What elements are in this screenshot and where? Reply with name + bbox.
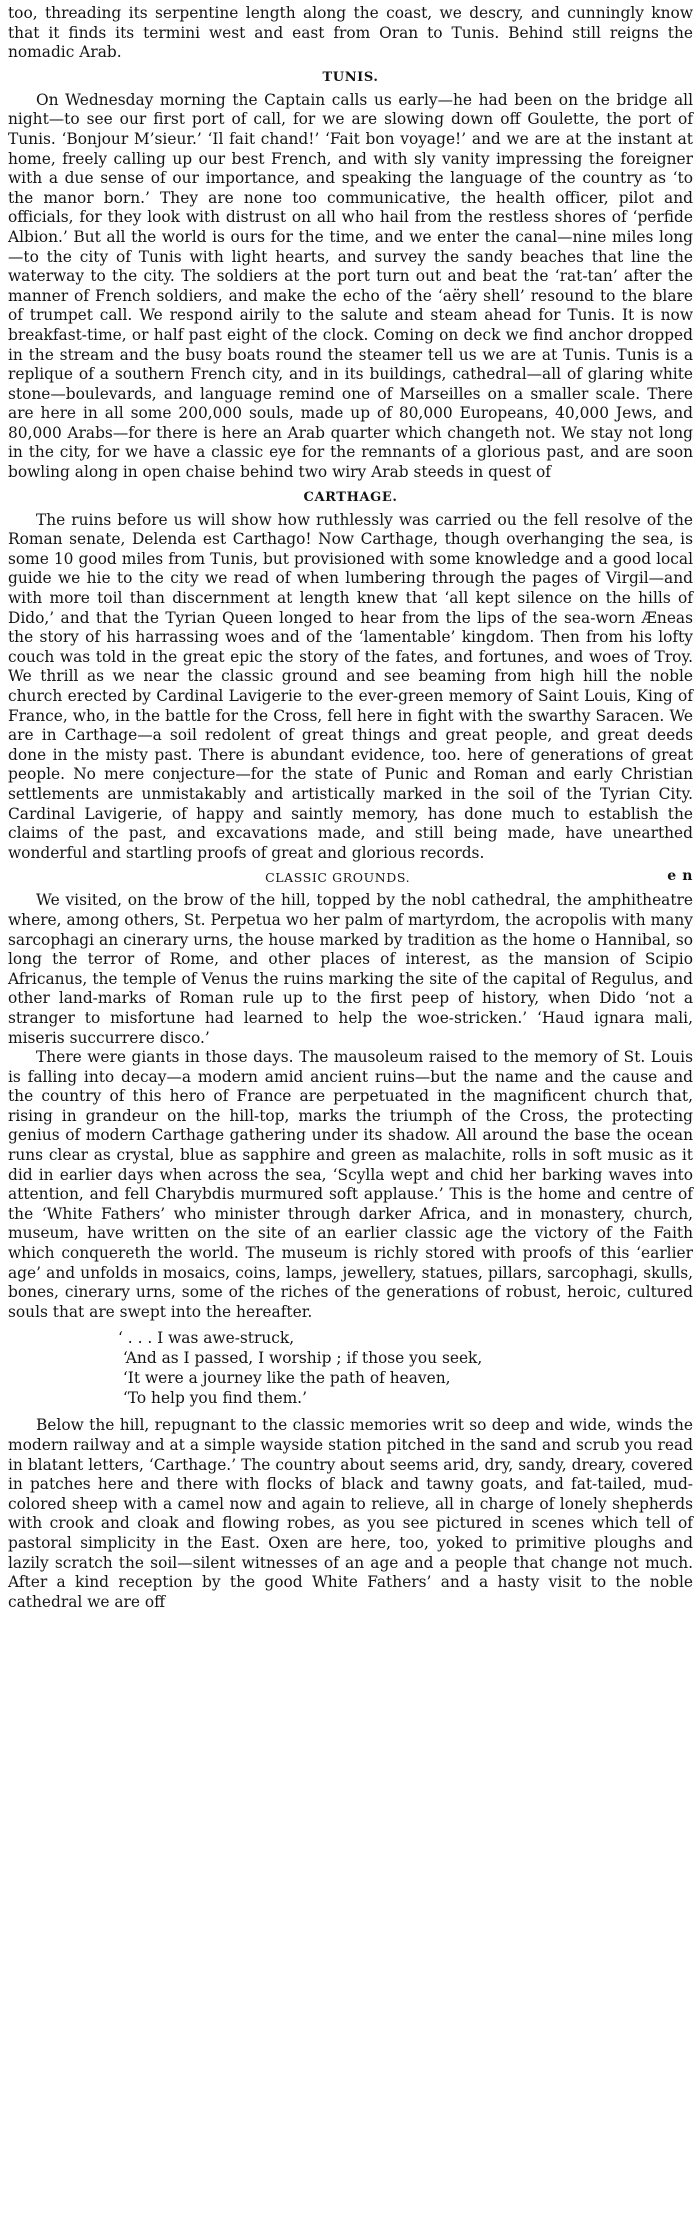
verse-line: ‘And as I passed, I worship ; if those you seek,	[118, 1349, 483, 1368]
section-heading-carthage: CARTHAGE.	[303, 489, 398, 505]
verse-line: ‘It were a journey like the path of heaven,	[118, 1369, 451, 1388]
classic-grounds-paragraph-1: We visited, on the brow of the hill, topped by the nobl cathedral, the amphitheatre where, among others, St. Perpetua wo her palm of martyrdom, the acropolis with many sarcophagi an cinerary urns, the house marked by tradition as the home o Hannibal, so long the terror of Rome, and other places of interest, as the mansion of Scipio Africanus, the temple of Venus the ruins marking the site of the capital of Regulus, and other land-marks of Roman rule up to the first peep of history, when Dido ‘not a stranger to misfortune had learned to help the woe-stricken.’ ‘Haud ignara mali, miseris succurrere disco.’	[8, 891, 693, 1047]
tunis-paragraph: On Wednesday morning the Captain calls us early—he had been on the bridge all night—to see our first port of call, for we are slowing down off Goulette, the port of Tunis. ‘Bonjour M’sieur.’ ‘Il fait chand!’ ‘Fait bon voyage!’ and we are at the instant at home, freely calling up our best French, and with sly vanity impressing the foreigner with a due sense of our importance, and speaking the language of the country as ‘to the manor born.’ They are none too communicative, the health officer, pilot and officials, for they look with distrust on all who hail from the restless shores of ‘perfide Albion.’ But all the world is ours for the time, and we enter the canal—nine miles long—to the city of Tunis with light hearts, and survey the sandy beaches that line the waterway to the city. The soldiers at the port turn out and beat the ‘rat-tan’ after the manner of French soldiers, and make the echo of the ‘aëry shell’ resound to the blare of trumpet call. We respond airily to the salute and steam ahead for Tunis. It is now breakfast-time, or half past eight of the clock. Coming on deck we find anchor dropped in the stream and the busy boats round the steamer tell us we are at Tunis. Tunis is a replique of a southern French city, and in its buildings, cathedral—all of glaring white stone—boulevards, and language remind one of Marseilles on a smaller scale. There are here in all some 200,000 souls, made up of 80,000 Europeans, 40,000 Jews, and 80,000 Arabs—for there is here an Arab quarter which changeth not. We stay not long in the city, for we have a classic eye for the remnants of a glorious past, and are soon bowling along in open chaise behind two wiry Arab steeds in quest of	[8, 90, 693, 482]
carthage-paragraph: The ruins before us will show how ruthlessly was carried ou the fell resolve of the Roman senate, Delenda est Carthago! Now Carthage, though overhanging the sea, is some 10 good miles from Tunis, but provisioned with some knowledge and a good local guide we hie to the city we read of when lumbering through the pages of Virgil—and with more toil than discernment at length knew that ‘all kept silence on the hills of Dido,’ and that the Tyrian Queen longed to hear from the lips of the sea-worn Æneas the story of his harrassing woes and of the ‘lamentable’ kingdom. Then from his lofty couch was told in the great epic the story of the fates, and fortunes, and woes of Troy. We thrill as we near the classic ground and see beaming from high hill the noble church erected by Cardinal Lavigerie to the ever-green memory of Saint Louis, King of France, who, in the battle for the Cross, fell here in fight with the swarthy Saracen. We are in Carthage—a soil redolent of great things and great people, and great deeds done in the misty past. There is abundant evidence, too. here of generations of great people. No mere conjecture—for the state of Punic and Roman and early Christian settlements are unmistakably and artistically marked in the soil of the Tyrian City. Cardinal Lavigerie, of happy and saintly memory, has done much to establish the claims of the past, and excavations made, and still being made, have unearthed wonderful and startling proofs of great and glorious records.	[8, 510, 693, 862]
classic-grounds-title: CLASSIC GROUNDS.	[265, 870, 411, 886]
verse-quotation	[118, 1328, 693, 1408]
stray-margin-letters: e n	[667, 868, 693, 885]
final-paragraph: Below the hill, repugnant to the classic memories writ so deep and wide, winds the modern railway and at a simple wayside station pitched in the sand and scrub you read in blatant letters, ‘Carthage.’ The country about seems arid, dry, sandy, dreary, covered in patches here and there with flocks of black and tawny goats, and fat-tailed, mud-colored sheep with a camel now and again to relieve, all in charge of lonely shepherds with crook and cloak and flowing robes, as you see pictured in scenes which tell of pastoral simplicity in the East. Oxen are here, too, yoked to primitive ploughs and lazily scratch the soil—silent witnesses of an age and a people that change not much. After a kind reception by the good White Fathers’ and a hasty visit to the noble cathedral we are off	[8, 1416, 693, 1611]
verse-line: ‘ . . . I was awe-struck,	[118, 1329, 295, 1348]
section-heading-classic-grounds	[8, 867, 693, 889]
section-heading-tunis: TUNIS.	[322, 69, 379, 85]
classic-grounds-paragraph-2: There were giants in those days. The mausoleum raised to the memory of St. Louis is falling into decay—a modern amid ancient ruins—but the name and the cause and the country of this hero of France are perpetuated in the magnificent church that, rising in grandeur on the hill-top, marks the triumph of the Cross, the protecting genius of modern Carthage gathering under its shadow. All around the base the ocean runs clear as crystal, blue as sapphire and green as malachite, rolls in soft music as it did in earlier days when across the sea, ‘Scylla wept and chid her barking waves into attention, and fell Charybdis murmured soft applause.’ This is the home and centre of the ‘White Fathers’ who minister through darker Africa, and in monastery, church, museum, have written on the site of an earlier classic age the victory of the Faith which conquereth the world. The museum is richly stored with proofs of this ‘earlier age’ and unfolds in mosaics, coins, lamps, jewellery, statues, pillars, sarcophagi, skulls, bones, cinerary urns, some of the riches of the generations of robust, heroic, cultured souls that are swept into the hereafter.	[8, 1048, 693, 1321]
intro-paragraph: too, threading its serpentine length along the coast, we descry, and cunningly know that it finds its termini west and east from Oran to Tunis. Behind still reigns the nomadic Arab.	[8, 4, 693, 62]
verse-line: ‘To help you find them.’	[118, 1389, 307, 1408]
